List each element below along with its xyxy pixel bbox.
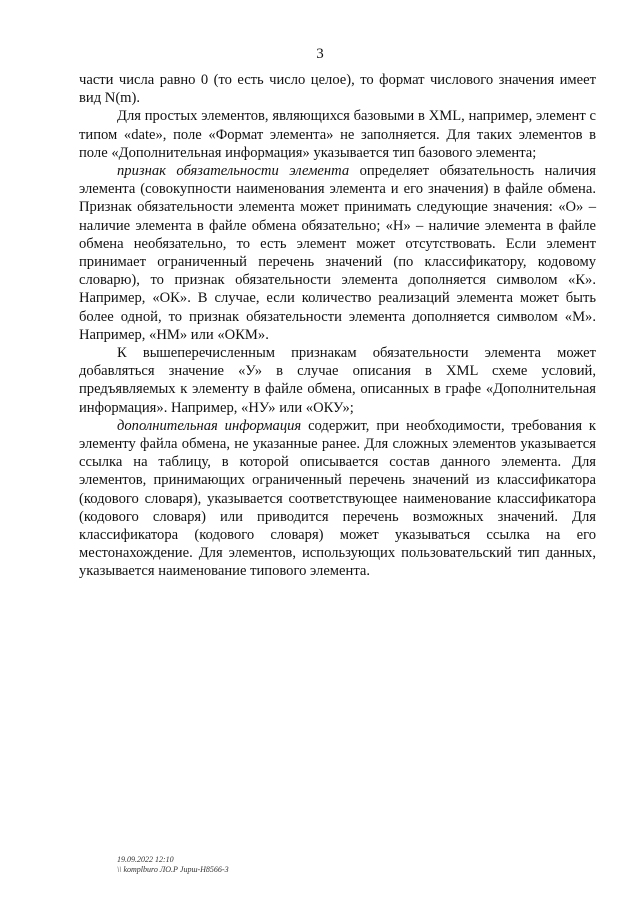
- page-number: 3: [316, 46, 324, 62]
- paragraph: [79, 71, 596, 107]
- paragraph-text: содержит, при необходимости, требования к элементу файла обмена, не указанные ранее. Для сложных элементов указывается ссылка на таблицу, в которой описывается состав данного элемента. Для элементов, принимающих ограниченный перечень значений из классификатора (кодового словаря), указывается соответствующее наименование классификатора (кодового словаря) или приводится перечень возможных значений. Для классификатора (кодового словаря) может указываться ссылка на его местонахождение. Для элементов, использующих пользовательский тип данных, указывается наименование типового элемента.: [79, 417, 596, 580]
- paragraph-text: Для простых элементов, являющихся базовыми в XML, например, элемент с типом «date», поле «Формат элемента» не заполняется. Для таких элементов в поле «Дополнительная информация» указывается тип базового элемента;: [79, 108, 596, 161]
- document-body: [79, 71, 596, 581]
- paragraph: [79, 162, 596, 344]
- paragraph: [79, 107, 596, 162]
- paragraph-text: К вышеперечисленным признакам обязательности элемента может добавляться значение «У» в случае описания в XML схеме условий, предъявляемых к элементу в файле обмена, описанных в графе «Дополнительная информация». Например, «НУ» или «ОКУ»;: [79, 345, 596, 416]
- paragraph-term: признак обязательности элемента: [117, 163, 350, 180]
- paragraph-text: части числа равно 0 (то есть число целое), то формат числового значения имеет вид N(m).: [79, 72, 596, 107]
- paragraph-term: дополнительная информация: [117, 417, 302, 434]
- footer-stamp: [117, 855, 229, 875]
- footer-file-path: \\ komplburo ЛО.Р Jирш-H8566-3: [117, 865, 229, 874]
- paragraph-text: определяет обязательность наличия элемента (совокупности наименования элемента и его значения) в файле обмена. Признак обязательности элемента может принимать следующие значения: «О» – наличие элемента в файле обмена обязательно; «Н» – наличие элемента в файле обмена необязательно, то есть элемент может отсутствовать. Если элемент принимает ограниченный перечень значений (по классификатору, кодовому словарю), то признак обязательности элемента дополняется символом «К». Например, «ОК». В случае, если количество реализаций элемента может быть более одной, то признак обязательности элемента дополняется символом «М». Например, «НМ» или «ОКМ».: [79, 163, 596, 343]
- footer-timestamp: 19.09.2022 12:10: [117, 855, 174, 864]
- paragraph: [79, 417, 596, 581]
- paragraph: [79, 344, 596, 417]
